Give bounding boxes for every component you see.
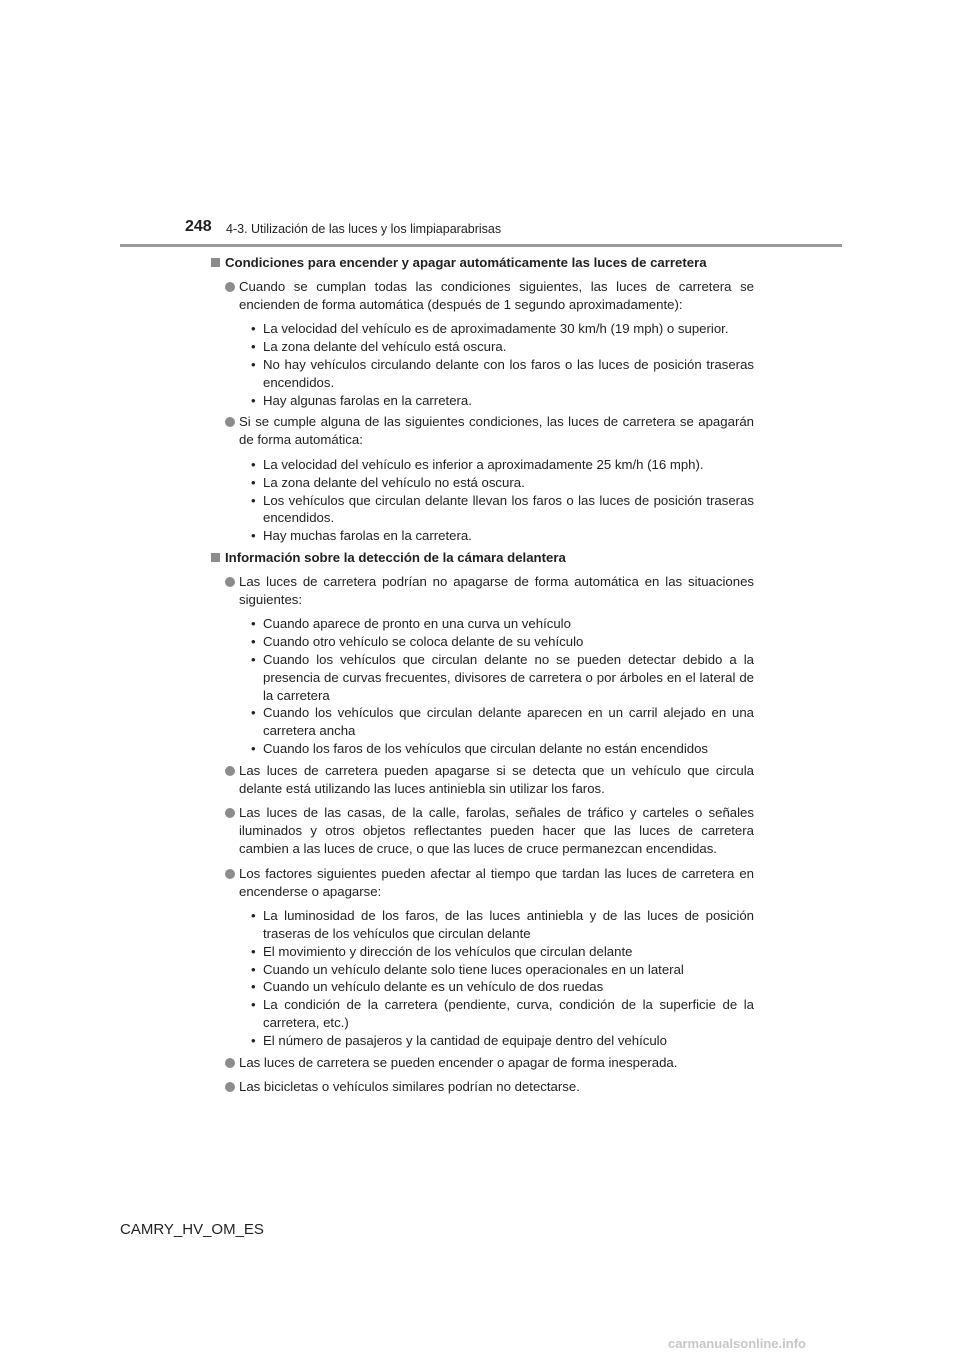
sub-item: • Hay algunas farolas en la carretera. bbox=[251, 392, 754, 410]
sub-item: • La velocidad del vehículo es de aproximadamente 30 km/h (19 mph) o superior. bbox=[251, 320, 754, 338]
point-text: Las luces de carretera pueden apagarse si se detecta que un vehículo que circula delante está utilizando las luces antiniebla sin utilizar los faros. bbox=[239, 762, 754, 796]
circle-bullet-icon bbox=[225, 1058, 235, 1068]
circle-bullet-icon bbox=[225, 282, 235, 292]
section-heading-text: Información sobre la detección de la cámara delantera bbox=[225, 549, 566, 565]
section-camera-detection bbox=[210, 549, 754, 1096]
section-heading bbox=[210, 254, 754, 272]
watermark: carmanualsonline.info bbox=[668, 1336, 806, 1351]
point-item bbox=[210, 278, 754, 314]
sub-item: • Los vehículos que circulan delante llevan los faros o las luces de posición traseras encendidos. bbox=[251, 492, 754, 528]
circle-bullet-icon bbox=[225, 766, 235, 776]
point-text: Cuando se cumplan todas las condiciones siguientes, las luces de carretera se encienden de forma automática (después de 1 segundo aproximadamente): bbox=[239, 278, 754, 312]
sub-item: • La luminosidad de los faros, de las luces antiniebla y de las luces de posición traseras de los vehículos que circulan delante bbox=[251, 907, 754, 943]
sub-item: • Cuando los vehículos que circulan delante no se pueden detectar debido a la presencia de curvas frecuentes, divisores de carretera o por árboles en el lateral de la carretera bbox=[251, 651, 754, 704]
point-text: Si se cumple alguna de las siguientes condiciones, las luces de carretera se apagarán de forma automática: bbox=[239, 414, 754, 448]
header-divider bbox=[120, 244, 842, 247]
sub-item: • No hay vehículos circulando delante con los faros o las luces de posición traseras encendidos. bbox=[251, 356, 754, 392]
sub-item: • La condición de la carretera (pendiente, curva, condición de la superficie de la carretera, etc.) bbox=[251, 996, 754, 1032]
circle-bullet-icon bbox=[225, 417, 235, 427]
manual-code: CAMRY_HV_OM_ES bbox=[120, 1221, 264, 1238]
sub-list bbox=[210, 907, 754, 1049]
point-item bbox=[210, 573, 754, 609]
page-number: 248 bbox=[185, 218, 212, 235]
sub-item: • Cuando otro vehículo se coloca delante de su vehículo bbox=[251, 633, 754, 651]
sub-item: • Cuando un vehículo delante es un vehículo de dos ruedas bbox=[251, 978, 754, 996]
point-text: Los factores siguientes pueden afectar al tiempo que tardan las luces de carretera en encenderse o apagarse: bbox=[239, 865, 754, 899]
point-item bbox=[210, 762, 754, 798]
circle-bullet-icon bbox=[225, 869, 235, 879]
point-text: Las bicicletas o vehículos similares podrían no detectarse. bbox=[239, 1079, 580, 1095]
point-item bbox=[210, 865, 754, 901]
point-item bbox=[210, 1078, 754, 1096]
sub-item: • Cuando los faros de los vehículos que circulan delante no están encendidos bbox=[251, 740, 754, 758]
point-text: Las luces de carretera podrían no apagarse de forma automática en las situaciones siguientes: bbox=[239, 573, 754, 607]
sub-list bbox=[210, 615, 754, 757]
sub-item: • La zona delante del vehículo está oscura. bbox=[251, 338, 754, 356]
sub-item: • La velocidad del vehículo es inferior a aproximadamente 25 km/h (16 mph). bbox=[251, 456, 754, 474]
square-bullet-icon bbox=[211, 553, 220, 562]
chapter-title: 4-3. Utilización de las luces y los limpiaparabrisas bbox=[226, 222, 502, 236]
sub-item: • El número de pasajeros y la cantidad de equipaje dentro del vehículo bbox=[251, 1032, 754, 1050]
circle-bullet-icon bbox=[225, 1082, 235, 1092]
sub-list bbox=[210, 320, 754, 409]
point-item bbox=[210, 804, 754, 857]
point-item bbox=[210, 1054, 754, 1072]
section-heading bbox=[210, 549, 754, 567]
sub-item: • Cuando un vehículo delante solo tiene luces operacionales en un lateral bbox=[251, 961, 754, 979]
page-content bbox=[210, 254, 754, 1103]
sub-item: • La zona delante del vehículo no está oscura. bbox=[251, 474, 754, 492]
square-bullet-icon bbox=[211, 258, 220, 267]
section-heading-text: Condiciones para encender y apagar automáticamente las luces de carretera bbox=[225, 255, 707, 270]
sub-item: • Hay muchas farolas en la carretera. bbox=[251, 527, 754, 545]
point-item bbox=[210, 413, 754, 449]
sub-list bbox=[210, 456, 754, 545]
point-text: Las luces de las casas, de la calle, farolas, señales de tráfico y carteles o señales iluminados y otros objetos reflectantes pueden hacer que las luces de carretera cambien a las luces de cruce, o que las luces de cruce permanezcan encendidas. bbox=[239, 805, 754, 856]
sub-item: • El movimiento y dirección de los vehículos que circulan delante bbox=[251, 943, 754, 961]
circle-bullet-icon bbox=[225, 577, 235, 587]
circle-bullet-icon bbox=[225, 808, 235, 818]
sub-item: • Cuando los vehículos que circulan delante aparecen en un carril alejado en una carretera ancha bbox=[251, 704, 754, 740]
section-automatic-conditions bbox=[210, 254, 754, 545]
sub-item: • Cuando aparece de pronto en una curva un vehículo bbox=[251, 615, 754, 633]
point-text: Las luces de carretera se pueden encender o apagar de forma inesperada. bbox=[239, 1054, 678, 1070]
